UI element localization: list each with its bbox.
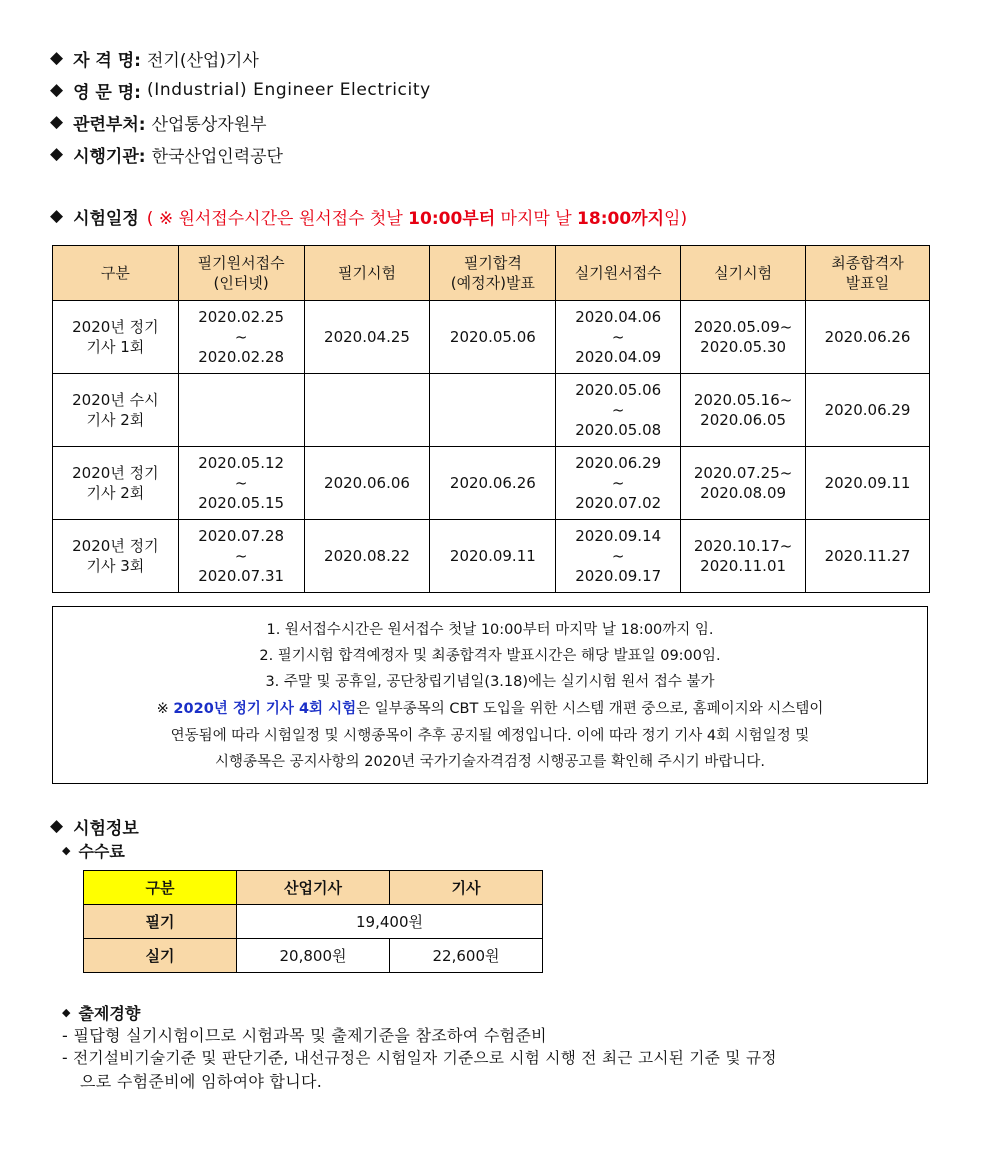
schedule-cell	[556, 374, 681, 447]
schedule-row	[53, 520, 930, 593]
schedule-cell	[430, 447, 556, 520]
note-line-3: 3. 주말 및 공휴일, 공단창립기념일(3.18)에는 실기시험 원서 접수 불가	[265, 674, 715, 690]
note-line-5: 연동됨에 따라 시험일정 및 시행종목이 추후 공지될 예정입니다. 이에 따라 정기 기사 4회 시험일정 및	[170, 728, 810, 744]
schedule-cell-text: 2020.02.25	[198, 308, 285, 326]
trend-line-3: 으로 수험준비에 임하여야 합니다.	[80, 1072, 323, 1091]
schedule-note-time-start: 10:00부터	[408, 208, 496, 229]
schedule-cell-text: 2020.06.29	[575, 454, 662, 472]
fee-practical-label: 실기	[84, 939, 237, 973]
schedule-cell-text: ~	[611, 474, 625, 492]
fee-row-practical	[84, 939, 543, 973]
schedule-header-text: 필기원서접수	[197, 254, 285, 272]
small-diamond-bullet-icon: ◆	[62, 1005, 71, 1019]
schedule-cell-text: 2020.04.06	[575, 308, 662, 326]
schedule-cell-text: 기사 2회	[86, 484, 145, 502]
schedule-cell	[178, 374, 304, 447]
schedule-cell	[681, 301, 806, 374]
schedule-cell-text: 2020.05.15	[198, 494, 285, 512]
schedule-note-time-end: 18:00까지	[577, 208, 665, 229]
agency-label: 시행기관:	[73, 146, 146, 167]
diamond-bullet-icon: ◆	[50, 112, 64, 132]
info-agency	[50, 142, 283, 166]
schedule-cell	[430, 301, 556, 374]
diamond-bullet-icon: ◆	[50, 206, 64, 226]
schedule-cell-text: 2020년 정기	[72, 318, 159, 336]
schedule-cell-text: 2020.06.29	[824, 401, 911, 419]
schedule-cell-text: 2020.08.09	[700, 484, 787, 502]
fee-row-written	[84, 905, 543, 939]
notes-box	[52, 606, 928, 784]
schedule-header-cell	[53, 246, 179, 301]
schedule-cell-text: ~	[611, 547, 625, 565]
schedule-header-text: 구분	[100, 264, 130, 282]
schedule-header-cell	[304, 246, 430, 301]
ministry-label: 관련부처:	[73, 114, 146, 135]
schedule-cell	[430, 520, 556, 593]
schedule-cell-text: 2020.02.28	[198, 348, 285, 366]
schedule-cell	[806, 447, 930, 520]
note-line-4-rest: 은 일부종목의 CBT 도입을 위한 시스템 개편 중으로, 홈페이지와 시스템이	[356, 701, 824, 717]
schedule-cell-text: 2020.04.25	[324, 328, 410, 346]
schedule-cell-text: ~	[611, 401, 625, 419]
schedule-cell-text: 2020.07.31	[198, 567, 285, 585]
schedule-cell	[681, 374, 806, 447]
schedule-cell-text: 2020.10.17~	[693, 537, 793, 555]
exam-info-title: 시험정보	[73, 818, 139, 839]
trend-title: 출제경향	[78, 1003, 141, 1023]
schedule-header-cell	[556, 246, 681, 301]
schedule-cell	[556, 301, 681, 374]
schedule-note-open: ( ※ 원서접수시간은 원서접수 첫날	[146, 208, 409, 229]
exam-info-heading	[50, 814, 139, 838]
schedule-cell-text: 2020.06.26	[824, 328, 911, 346]
schedule-header-text: 발표일	[845, 274, 890, 292]
schedule-cell-text: 2020.07.25~	[693, 464, 793, 482]
schedule-table	[52, 245, 930, 593]
schedule-header-text: (예정자)발표	[450, 274, 535, 292]
fee-written-value: 19,400원	[237, 905, 543, 939]
schedule-header-text: (인터넷)	[213, 274, 269, 292]
schedule-cell-text: 2020.11.27	[824, 547, 911, 565]
schedule-header-cell	[806, 246, 930, 301]
schedule-cell-text: 2020.05.06	[575, 381, 662, 399]
schedule-cell	[304, 374, 430, 447]
schedule-cell-text: 2020.05.16~	[693, 391, 793, 409]
small-diamond-bullet-icon: ◆	[62, 843, 71, 857]
fee-header-category: 구분	[84, 871, 237, 905]
info-qualification	[50, 46, 259, 70]
fee-header-row	[84, 871, 543, 905]
fee-heading	[62, 839, 125, 861]
fee-title: 수수료	[78, 841, 125, 861]
schedule-cell-text: ~	[234, 547, 248, 565]
schedule-header-row	[53, 246, 930, 301]
schedule-cell-text: 2020.07.02	[575, 494, 662, 512]
fee-practical-industrial: 20,800원	[237, 939, 390, 973]
fee-header-industrial: 산업기사	[237, 871, 390, 905]
schedule-cell	[430, 374, 556, 447]
schedule-cell-text: 2020.06.26	[449, 474, 536, 492]
schedule-cell-text: 2020.09.17	[575, 567, 662, 585]
info-english-name	[50, 78, 431, 102]
schedule-cell-text: 2020.06.05	[700, 411, 787, 429]
qualification-value: 전기(산업)기사	[146, 50, 259, 71]
schedule-cell	[556, 520, 681, 593]
trend-heading	[62, 1001, 140, 1023]
schedule-cell-text: 2020.07.28	[198, 527, 285, 545]
schedule-header-text: 필기시험	[338, 264, 396, 282]
schedule-cell-text: 기사 1회	[86, 338, 145, 356]
schedule-row	[53, 301, 930, 374]
schedule-header-text: 실기원서접수	[574, 264, 662, 282]
english-name-label: 영 문 명:	[73, 82, 141, 103]
schedule-cell-text: 2020.09.14	[575, 527, 662, 545]
schedule-cell-text: 2020.11.01	[700, 557, 787, 575]
schedule-cell-text: 2020.04.09	[575, 348, 662, 366]
schedule-cell-text: 2020.05.30	[700, 338, 787, 356]
diamond-bullet-icon: ◆	[50, 48, 64, 68]
note-line-4-prefix: ※	[156, 701, 174, 717]
fee-written-label: 필기	[84, 905, 237, 939]
schedule-cell	[304, 520, 430, 593]
schedule-cell	[304, 301, 430, 374]
schedule-cell	[806, 301, 930, 374]
schedule-row-label	[53, 374, 179, 447]
schedule-cell-text: 2020년 정기	[72, 464, 159, 482]
schedule-row-label	[53, 301, 179, 374]
schedule-cell	[178, 520, 304, 593]
schedule-cell-text: 2020.06.06	[324, 474, 410, 492]
schedule-cell-text: 2020.05.12	[198, 454, 285, 472]
schedule-cell-text: 기사 3회	[86, 557, 145, 575]
schedule-cell	[681, 447, 806, 520]
schedule-cell-text: 2020.09.11	[824, 474, 911, 492]
schedule-header-cell	[681, 246, 806, 301]
schedule-cell-text: 2020.09.11	[449, 547, 536, 565]
english-name-value: (Industrial) Engineer Electricity	[146, 80, 431, 100]
fee-practical-engineer: 22,600원	[390, 939, 543, 973]
schedule-cell-text: 2020년 수시	[72, 391, 159, 409]
schedule-title: 시험일정	[73, 208, 139, 229]
trend-line-1: - 필답형 실기시험이므로 시험과목 및 출제기준을 참조하여 수험준비	[62, 1026, 547, 1045]
schedule-cell-text: ~	[234, 474, 248, 492]
diamond-bullet-icon: ◆	[50, 144, 64, 164]
agency-value: 한국산업인력공단	[151, 146, 283, 167]
diamond-bullet-icon: ◆	[50, 816, 64, 836]
fee-table	[83, 870, 543, 973]
schedule-cell	[806, 520, 930, 593]
schedule-body	[53, 301, 930, 593]
fee-header-engineer: 기사	[390, 871, 543, 905]
schedule-cell	[556, 447, 681, 520]
schedule-row	[53, 447, 930, 520]
schedule-heading	[50, 204, 687, 228]
schedule-cell-text: 2020.05.09~	[693, 318, 793, 336]
note-line-2: 2. 필기시험 합격예정자 및 최종합격자 발표시간은 해당 발표일 09:00임.	[259, 648, 721, 664]
schedule-cell	[178, 301, 304, 374]
schedule-cell-text: ~	[611, 328, 625, 346]
qualification-label: 자 격 명:	[73, 50, 141, 71]
schedule-row	[53, 374, 930, 447]
schedule-header-text: 최종합격자	[831, 254, 904, 272]
schedule-cell-text: 2020.08.22	[324, 547, 410, 565]
schedule-header-cell	[430, 246, 556, 301]
schedule-cell-text: 2020.05.06	[449, 328, 536, 346]
schedule-cell	[304, 447, 430, 520]
schedule-note-mid: 마지막 날	[495, 208, 578, 229]
schedule-header-cell	[178, 246, 304, 301]
schedule-row-label	[53, 447, 179, 520]
schedule-header-text: 실기시험	[714, 264, 773, 282]
note-line-4	[53, 698, 927, 720]
schedule-cell	[178, 447, 304, 520]
schedule-cell-text: ~	[234, 328, 248, 346]
note-line-6: 시행종목은 공지사항의 2020년 국가기술자격검정 시행공고를 확인해 주시기 바랍니다.	[214, 754, 765, 770]
schedule-cell-text: 2020년 정기	[72, 537, 159, 555]
schedule-row-label	[53, 520, 179, 593]
diamond-bullet-icon: ◆	[50, 80, 64, 100]
schedule-header-text: 필기합격	[463, 254, 522, 272]
schedule-cell-text: 2020.05.08	[575, 421, 662, 439]
info-ministry	[50, 110, 267, 134]
schedule-cell-text: 기사 2회	[86, 411, 145, 429]
schedule-cell	[806, 374, 930, 447]
trend-line-2: - 전기설비기술기준 및 판단기준, 내선규정은 시험일자 기준으로 시험 시행 전 최근 고시된 기준 및 규정	[62, 1049, 777, 1067]
schedule-note-close: 임)	[664, 208, 688, 229]
note-line-4-highlight: 2020년 정기 기사 4회 시험	[173, 701, 357, 717]
note-line-1: 1. 원서접수시간은 원서접수 첫날 10:00부터 마지막 날 18:00까지 임.	[266, 622, 714, 638]
ministry-value: 산업통상자원부	[151, 114, 267, 135]
schedule-cell	[681, 520, 806, 593]
